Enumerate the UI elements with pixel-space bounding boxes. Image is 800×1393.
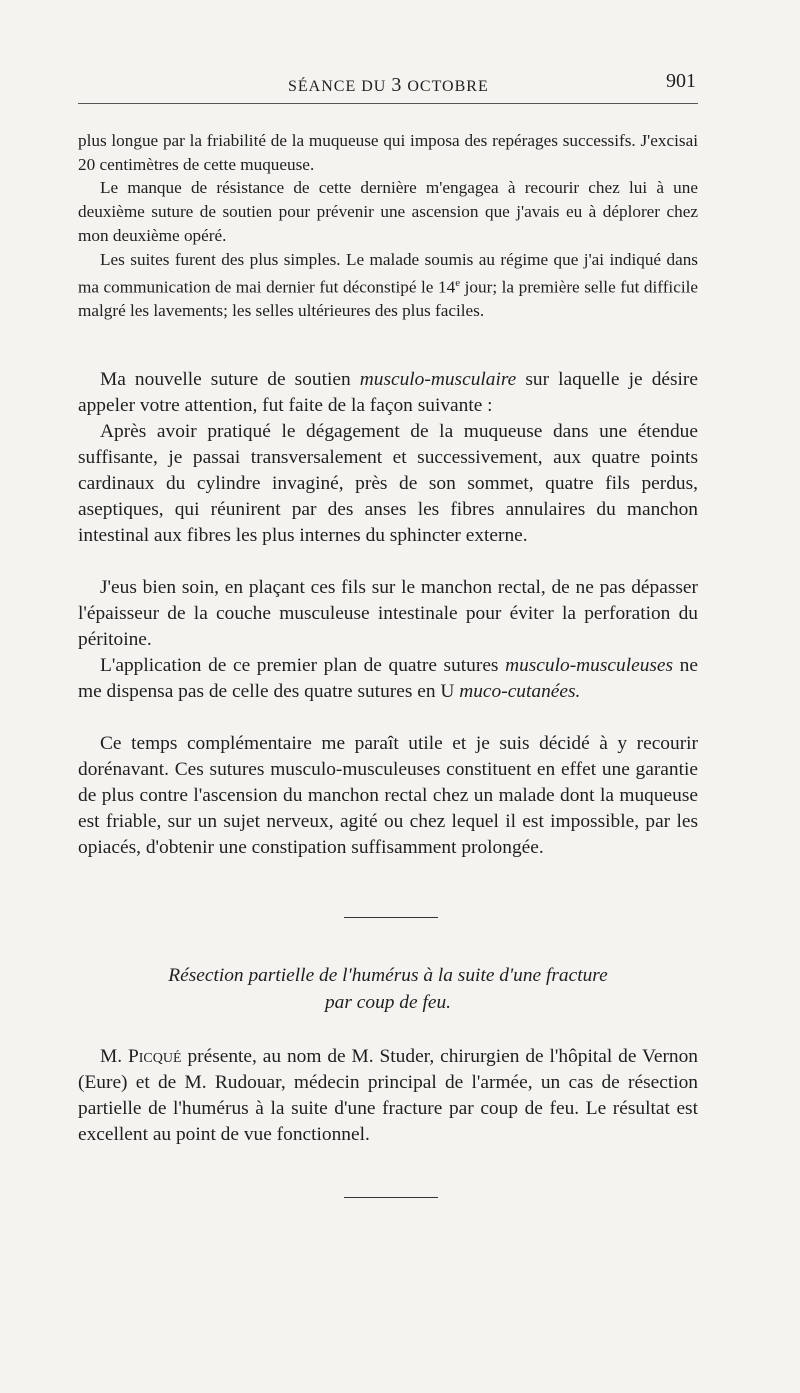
continuation-paragraph-3 xyxy=(78,248,698,323)
p4-emphasis-2: muco-cutanées. xyxy=(459,681,581,703)
running-title-prefix: SÉANCE DU xyxy=(288,78,387,95)
body-paragraph-5: Ce temps complémentaire me paraît utile et je suis décidé à y recourir dorénavant. Ces sutures musculo-musculeuses constituent en effet une garantie de plus contre l'ascension du manchon rectal chez un malade dont la muqueuse est friable, sur un sujet nerveux, agité ou chez lequel il est impossible, par les opiacés, d'obtenir une constipation suffisamment prolongée. xyxy=(78,733,698,859)
p1-emphasis: musculo-musculaire xyxy=(359,369,517,390)
para3-text-b: jour; la première selle fut difficile malgré les lavements; les selles ultérieures des plus faciles. xyxy=(78,277,699,321)
section-title-line-1: Résection partielle de l'humérus à la suite d'une fracture xyxy=(168,965,608,986)
body-paragraph-2: Après avoir pratiqué le dégagement de la muqueuse dans une étendue suffisante, je passai transversalement et successivement, aux quatre points cardinaux du cylindre invaginé, près de son sommet, quatre fils perdus, aseptiques, qui réunirent par des anses les fibres annulaires du manchon intestinal aux fibres les plus internes du sphincter externe. xyxy=(78,421,698,547)
running-title xyxy=(288,74,489,97)
section-separator-1 xyxy=(344,917,438,918)
section-lead: M. xyxy=(100,1046,128,1067)
continuation-paragraph-1: plus longue par la friabilité de la muqueuse qui imposa des repérages successifs. J'excisai 20 centimètres de cette muqueuse. xyxy=(78,131,698,174)
p4-emphasis-1: musculo-musculeuses xyxy=(505,655,674,676)
para3-text-a: Les suites furent des plus simples. Le malade soumis au régime que j'ai indiqué dans ma communication de mai dernier fut déconstipé le 14 xyxy=(78,250,698,297)
body-paragraph-4 xyxy=(78,653,698,705)
p4-text-b: ne me dispensa pas de celle des quatre sutures en U xyxy=(78,655,698,703)
running-title-month: OCTOBRE xyxy=(407,78,489,95)
section-title xyxy=(78,962,698,1016)
section-paragraph xyxy=(78,1044,698,1148)
header-rule xyxy=(78,103,698,104)
running-title-day: 3 xyxy=(391,74,403,96)
para3-superscript: e xyxy=(455,276,461,289)
page-header xyxy=(78,66,698,106)
p4-text-a: L'application de ce premier plan de quatre sutures xyxy=(100,655,506,676)
section-title-line-2: par coup de feu. xyxy=(324,992,451,1013)
p1-text-a: Ma nouvelle suture de soutien xyxy=(100,369,360,390)
author-name: Picqué xyxy=(127,1046,182,1067)
body-paragraph-3: J'eus bien soin, en plaçant ces fils sur le manchon rectal, de ne pas dépasser l'épaisseur de la couche musculeuse intestinale pour éviter la perforation du péritoine. xyxy=(78,577,698,651)
p1-text-b: sur laquelle je désire appeler votre attention, fut faite de la façon suivante : xyxy=(78,369,698,417)
page-number: 901 xyxy=(666,70,696,92)
body-paragraph-1 xyxy=(78,367,698,419)
continuation-paragraph-2: Le manque de résistance de cette dernière m'engagea à recourir chez lui à une deuxième suture de soutien pour prévenir une ascension que j'avais eu à déplorer chez mon deuxième opéré. xyxy=(78,178,698,245)
section-separator-2 xyxy=(344,1197,438,1198)
section-text: présente, au nom de M. Studer, chirurgien de l'hôpital de Vernon (Eure) et de M. Rudouar, médecin principal de l'armée, un cas de résection partielle de l'humérus à la suite d'une fracture par coup de feu. Le résultat est excellent au point de vue fonctionnel. xyxy=(78,1046,698,1146)
